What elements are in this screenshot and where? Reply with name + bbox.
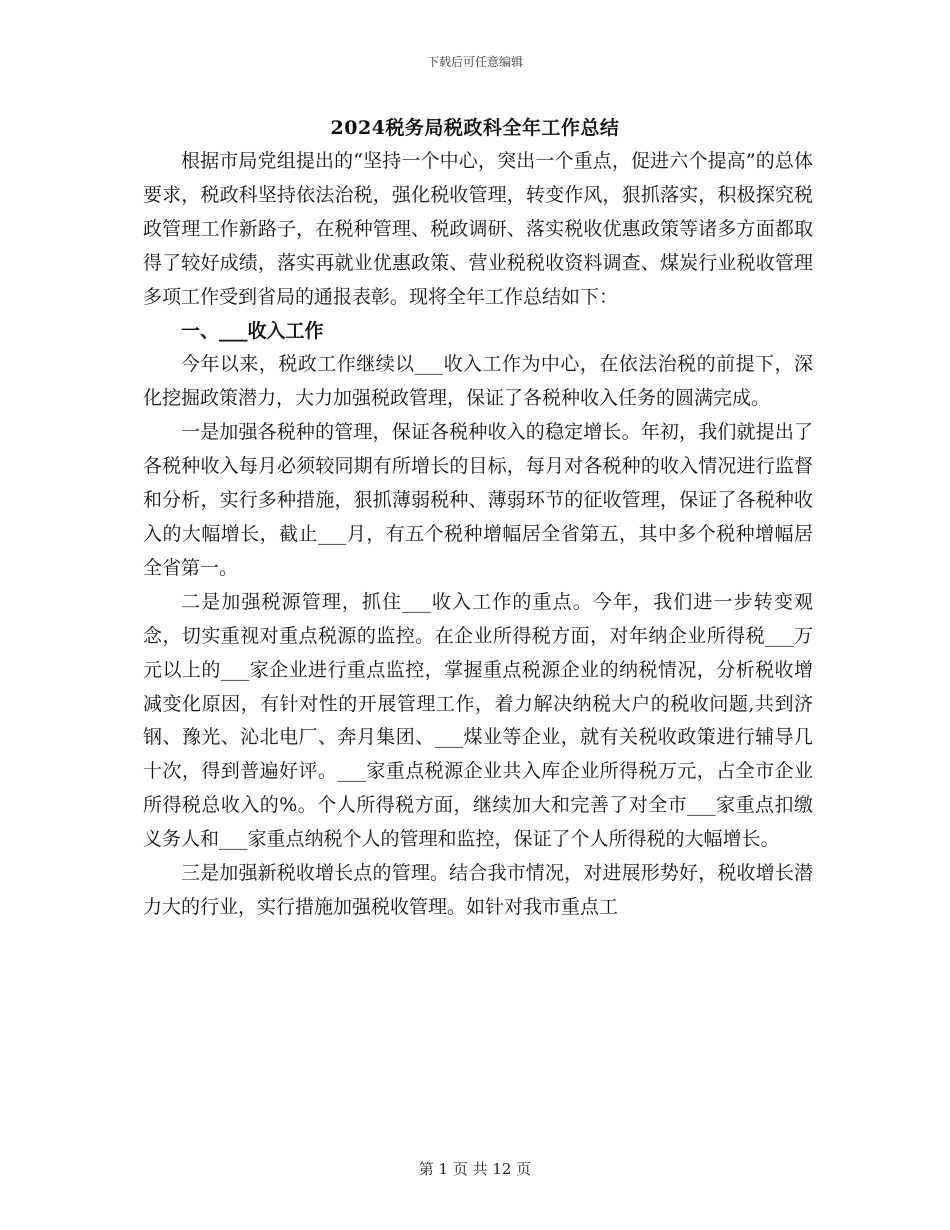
paragraph: 一是加强各税种的管理，保证各税种收入的稳定增长。年初，我们就提出了各税种收入每月必须较同期有所增长的目标，每月对各税种的收入情况进行监督和分析，实行多种措施，狠抓薄弱税种、薄弱环节的征收管理，保证了各税种收入的大幅增长，截止___月，有五个税种增幅居全省第五，其中多个税种增幅居全省第一。 <box>143 421 813 579</box>
header-note: 下载后可任意编辑 <box>426 55 523 69</box>
paragraph: 三是加强新税收增长点的管理。结合我市情况，对进展形势好，税收增长潜力大的行业，实行措施加强税收管理。如针对我市重点工 <box>143 862 813 918</box>
paragraph: 今年以来，税政工作继续以___收入工作为中心，在依法治税的前提下，深化挖掘政策潜力，大力加强税政管理，保证了各税种收入任务的圆满完成。 <box>143 353 813 410</box>
section-heading: 一、___收入工作 <box>181 319 324 342</box>
page-footer: 第 1 页 共 12 页 <box>418 1160 532 1178</box>
paragraph: 二是加强税源管理，抓住___收入工作的重点。今年，我们进一步转变观念，切实重视对重点税源的监控。在企业所得税方面，对年纳企业所得税___万元以上的___家企业进行重点监控，掌握重点税源企业的纳税情况，分析税收增减变化原因，有针对性的开展管理工作，着力解决纳税大户的税收问题,共到济钢、豫光、沁北电厂、奔月集团、___煤业等企业，就有关税收政策进行辅导几十次，得到普遍好评。___家重点税源企业共入库企业所得税万元，占全市企业所得税总收入的%。个人所得税方面，继续加大和完善了对全市___家重点扣缴义务人和___家重点纳税个人的管理和监控，保证了个人所得税的大幅增长。 <box>143 590 813 851</box>
document-body <box>143 145 813 925</box>
document-title: 2024税务局税政科全年工作总结 <box>330 117 620 139</box>
intro-paragraph: 根据市局党组提出的“坚持一个中心，突出一个重点，促进六个提高”的总体要求，税政科坚持依法治税，强化税收管理，转变作风，狠抓落实，积极探究税政管理工作新路子，在税种管理、税政调研、落实税收优惠政策等诸多方面都取得了较好成绩，落实再就业优惠政策、营业税税收资料调查、煤炭行业税收管理多项工作受到省局的通报表彰。现将全年工作总结如下： <box>143 150 813 308</box>
